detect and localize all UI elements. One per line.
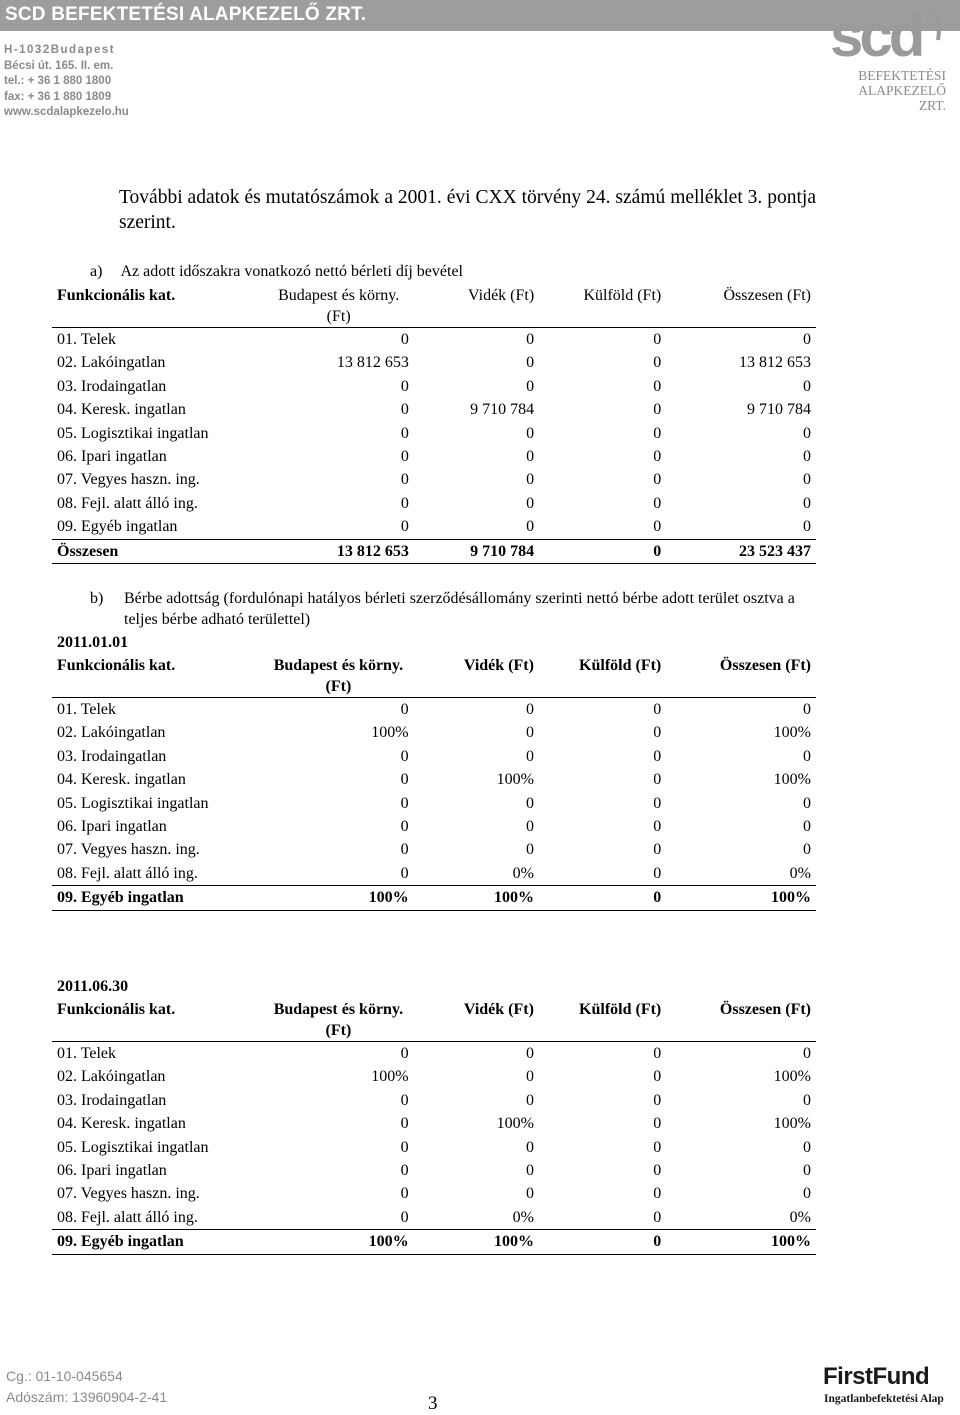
cell-category: 07. Vegyes haszn. ing. (57, 1185, 200, 1203)
cell-osszesen: 0 (803, 747, 811, 765)
cell-videk: 100% (496, 771, 534, 789)
firstfund-brand: FirstFund (823, 1363, 930, 1390)
cell-osszesen: 100% (773, 1068, 811, 1086)
cell-osszesen: 0 (803, 841, 811, 859)
column-header-budapest: Budapest és körny. (Ft) (273, 657, 404, 695)
table-row (52, 1112, 816, 1135)
cell-videk: 0 (409, 328, 534, 352)
table-total-row (52, 539, 816, 563)
table-date-1: 2011.01.01 (57, 634, 129, 651)
column-header-osszesen: Összesen (Ft) (723, 287, 811, 304)
cell-kulfold: 0 (653, 1208, 662, 1226)
section-a-label: a) (90, 263, 103, 280)
cell-videk: 0 (526, 424, 535, 442)
cell-videk: 0 (526, 377, 535, 395)
cell-videk: 0 (525, 1138, 534, 1156)
cell-budapest: 0 (400, 864, 409, 882)
total-budapest: 13 812 653 (228, 539, 408, 563)
total-budapest: 100% (228, 886, 408, 910)
cell-videk: 0 (526, 518, 535, 536)
table-row (52, 838, 816, 861)
intro-paragraph: További adatok és mutatószámok a 2001. évi CXX törvény 24. számú melléklet 3. pontja szerint. (119, 187, 816, 233)
cell-kulfold: 0 (534, 1042, 661, 1066)
column-header-kulfold: Külföld (Ft) (579, 657, 662, 674)
cell-budapest: 100% (371, 724, 409, 742)
cell-osszesen: 0 (803, 377, 811, 395)
column-header-videk: Vidék (Ft) (468, 287, 535, 304)
table-header-row (52, 999, 816, 1042)
cell-osszesen: 9 710 784 (747, 401, 811, 419)
cell-osszesen: 0 (661, 328, 816, 352)
cell-category: 01. Telek (52, 328, 228, 352)
section-b-label: b) (90, 590, 104, 607)
cell-videk: 0 (526, 471, 535, 489)
firstfund-logo (823, 1363, 958, 1411)
cell-budapest: 0 (400, 771, 409, 789)
cell-osszesen: 0 (803, 518, 811, 536)
cell-osszesen: 0 (803, 817, 811, 835)
cell-videk: 0% (512, 864, 534, 882)
cell-kulfold: 0 (534, 328, 661, 352)
total-budapest: 100% (228, 1230, 408, 1254)
firstfund-subtitle: Ingatlanbefektetési Alap (824, 1393, 944, 1405)
rental-income-table (52, 285, 816, 564)
cell-osszesen: 0 (803, 447, 811, 465)
cell-videk: 0 (525, 1068, 534, 1086)
cell-budapest: 0 (400, 817, 409, 835)
cell-osszesen: 0 (661, 1042, 816, 1066)
cell-category: 08. Fejl. alatt álló ing. (57, 494, 198, 512)
cell-budapest: 0 (228, 698, 408, 722)
cell-videk: 0 (526, 354, 535, 372)
cell-osszesen: 100% (773, 1115, 811, 1133)
cell-osszesen: 0 (803, 794, 811, 812)
cell-videk: 0 (525, 747, 534, 765)
cell-kulfold: 0 (653, 401, 662, 419)
total-category: 09. Egyéb ingatlan (52, 886, 228, 910)
cell-kulfold: 0 (534, 698, 661, 722)
cell-category: 01. Telek (52, 1042, 228, 1066)
cell-videk: 0 (525, 1185, 534, 1203)
cell-osszesen: 0 (661, 698, 816, 722)
table-row (52, 1042, 816, 1066)
cell-budapest: 0 (400, 1115, 409, 1133)
cell-category: 06. Ipari ingatlan (57, 447, 167, 465)
table-row (52, 1159, 816, 1182)
column-header-budapest: Budapest és körny. (Ft) (278, 287, 400, 325)
logo-line2: ALAPKEZELŐ ZRT. (858, 83, 946, 113)
total-category: 09. Egyéb ingatlan (52, 1230, 228, 1254)
cell-budapest: 0 (400, 1161, 409, 1179)
table-row (52, 1182, 816, 1205)
cell-budapest: 0 (228, 1042, 408, 1066)
cell-budapest: 0 (400, 1208, 409, 1226)
table-row (52, 792, 816, 815)
cell-kulfold: 0 (653, 747, 662, 765)
cell-budapest: 0 (400, 401, 409, 419)
total-osszesen: 100% (661, 886, 816, 910)
cell-budapest: 0 (400, 747, 409, 765)
table-row (52, 721, 816, 744)
cell-budapest: 0 (400, 424, 409, 442)
cell-category: 03. Irodaingatlan (57, 747, 167, 765)
contact-phone: tel.: + 36 1 880 1800 (4, 75, 112, 87)
cell-budapest: 0 (400, 1185, 409, 1203)
table-row (52, 1136, 816, 1159)
cell-category: 06. Ipari ingatlan (57, 817, 167, 835)
cell-videk: 0 (409, 1042, 534, 1066)
table-row (52, 862, 816, 886)
cell-osszesen: 100% (773, 771, 811, 789)
tax-number: Adószám: 13960904-2-41 (6, 1389, 168, 1405)
table-row (52, 445, 816, 468)
table-row (52, 422, 816, 445)
cell-category: 03. Irodaingatlan (57, 377, 167, 395)
occupancy-table-2011-01-01 (52, 655, 816, 911)
column-header-category: Funkcionális kat. (57, 657, 176, 674)
cell-videk: 0 (525, 724, 534, 742)
cell-osszesen: 0% (789, 864, 811, 882)
section-b-heading (90, 588, 830, 630)
cell-kulfold: 0 (653, 841, 662, 859)
contact-fax: fax: + 36 1 880 1809 (4, 90, 112, 103)
table-date-2: 2011.06.30 (57, 978, 129, 995)
column-header-osszesen: Összesen (Ft) (719, 1001, 811, 1018)
cell-category: 04. Keresk. ingatlan (57, 771, 186, 789)
total-kulfold: 0 (534, 886, 661, 910)
section-a-heading (90, 263, 463, 281)
cell-kulfold: 0 (653, 724, 662, 742)
cell-kulfold: 0 (653, 1091, 662, 1109)
cell-budapest: 0 (400, 518, 409, 536)
cell-category: 03. Irodaingatlan (57, 1091, 167, 1109)
header-bar (0, 0, 960, 31)
cell-budapest: 13 812 653 (336, 354, 409, 372)
table-row (52, 515, 816, 539)
cell-category: 07. Vegyes haszn. ing. (57, 471, 200, 489)
contact-website: www.scdalapkezelo.hu (4, 106, 129, 118)
cell-budapest: 0 (400, 471, 409, 489)
table-row (52, 328, 816, 352)
cell-osszesen: 100% (773, 724, 811, 742)
cell-videk: 9 710 784 (470, 401, 535, 419)
cell-videk: 0 (525, 841, 534, 859)
cell-budapest: 0 (400, 494, 409, 512)
cell-osszesen: 13 812 653 (739, 354, 811, 372)
total-kulfold: 0 (534, 1230, 661, 1254)
column-header-videk: Vidék (Ft) (463, 657, 534, 674)
cell-kulfold: 0 (653, 447, 662, 465)
company-reg-number: Cg.: 01-10-045654 (6, 1368, 123, 1384)
table-row (52, 1065, 816, 1088)
cell-budapest: 0 (400, 1091, 409, 1109)
table-row (52, 768, 816, 791)
cell-videk: 0% (512, 1208, 534, 1226)
cell-osszesen: 0 (803, 1138, 811, 1156)
table-header-row (52, 285, 816, 328)
table-total-row (52, 886, 816, 910)
cell-budapest: 0 (400, 377, 409, 395)
table-row (52, 492, 816, 515)
occupancy-table-2011-06-30 (52, 999, 816, 1255)
cell-category: 08. Fejl. alatt álló ing. (57, 1208, 198, 1226)
cell-kulfold: 0 (653, 494, 662, 512)
cell-kulfold: 0 (653, 794, 662, 812)
cell-kulfold: 0 (653, 1161, 662, 1179)
cell-category: 02. Lakóingatlan (57, 1068, 166, 1086)
scd-logo (820, 0, 960, 113)
cell-kulfold: 0 (653, 1115, 662, 1133)
table-row (52, 351, 816, 374)
total-osszesen: 100% (661, 1230, 816, 1254)
cell-osszesen: 0 (803, 1185, 811, 1203)
column-header-videk: Vidék (Ft) (463, 1001, 534, 1018)
cell-osszesen: 0 (803, 1091, 811, 1109)
cell-category: 05. Logisztikai ingatlan (57, 1138, 209, 1156)
cell-category: 01. Telek (52, 698, 228, 722)
cell-budapest: 0 (400, 1138, 409, 1156)
page-number: 3 (428, 1393, 438, 1414)
cell-videk: 100% (496, 1115, 534, 1133)
total-category: Összesen (52, 539, 228, 563)
column-header-kulfold: Külföld (Ft) (579, 1001, 662, 1018)
table-row (52, 1089, 816, 1112)
cell-budapest: 0 (400, 794, 409, 812)
section-a-title: Az adott időszakra vonatkozó nettó bérleti díj bevétel (120, 263, 463, 280)
cell-category: 07. Vegyes haszn. ing. (57, 841, 200, 859)
total-videk: 100% (409, 1230, 534, 1254)
table-row (52, 745, 816, 768)
cell-category: 04. Keresk. ingatlan (57, 1115, 186, 1133)
cell-kulfold: 0 (653, 377, 662, 395)
cell-budapest: 0 (400, 841, 409, 859)
section-b-title: Bérbe adottság (fordulónapi hatályos bérleti szerződésállomány szerinti nettó bérbe adott terület osztva a teljes bérbe adható területtel) (124, 590, 795, 628)
cell-kulfold: 0 (653, 817, 662, 835)
cell-osszesen: 0 (803, 424, 811, 442)
contact-block (4, 43, 129, 121)
scd-logo-mark-icon (820, 0, 960, 70)
footer-registration (6, 1366, 167, 1408)
table-row (52, 1206, 816, 1230)
total-videk: 9 710 784 (409, 539, 534, 563)
column-header-category: Funkcionális kat. (57, 1001, 176, 1018)
company-title: SCD BEFEKTETÉSI ALAPKEZELŐ ZRT. (5, 4, 367, 25)
cell-kulfold: 0 (653, 354, 662, 372)
cell-kulfold: 0 (653, 471, 662, 489)
cell-kulfold: 0 (653, 864, 662, 882)
column-header-osszesen: Összesen (Ft) (719, 657, 811, 674)
table-row (52, 698, 816, 722)
logo-line1: BEFEKTETÉSI (858, 68, 946, 83)
cell-kulfold: 0 (653, 424, 662, 442)
cell-videk: 0 (526, 494, 535, 512)
table-row (52, 815, 816, 838)
cell-kulfold: 0 (653, 1185, 662, 1203)
cell-category: 05. Logisztikai ingatlan (57, 794, 209, 812)
cell-category: 02. Lakóingatlan (57, 354, 166, 372)
column-header-budapest: Budapest és körny. (Ft) (273, 1001, 404, 1039)
total-kulfold: 0 (534, 539, 661, 563)
contact-street-line: Bécsi út. 165. II. em. (4, 59, 114, 72)
cell-budapest: 100% (371, 1068, 409, 1086)
cell-videk: 0 (525, 794, 534, 812)
cell-category: 08. Fejl. alatt álló ing. (57, 864, 198, 882)
contact-address-line: H-1032Budapest (4, 44, 116, 56)
table-row (52, 468, 816, 491)
total-videk: 100% (409, 886, 534, 910)
cell-osszesen: 0 (803, 1161, 811, 1179)
cell-category: 09. Egyéb ingatlan (57, 518, 178, 536)
cell-budapest: 0 (228, 328, 408, 352)
total-osszesen: 23 523 437 (661, 539, 816, 563)
cell-category: 04. Keresk. ingatlan (57, 401, 186, 419)
table-row (52, 398, 816, 421)
cell-category: 02. Lakóingatlan (57, 724, 166, 742)
cell-kulfold: 0 (653, 1068, 662, 1086)
cell-category: 05. Logisztikai ingatlan (57, 424, 209, 442)
table-total-row (52, 1230, 816, 1254)
cell-videk: 0 (525, 1161, 534, 1179)
column-header-kulfold: Külföld (Ft) (583, 287, 662, 304)
table-header-row (52, 655, 816, 698)
cell-videk: 0 (409, 698, 534, 722)
cell-videk: 0 (526, 447, 535, 465)
cell-osszesen: 0 (803, 471, 811, 489)
cell-osszesen: 0% (789, 1208, 811, 1226)
table-row (52, 375, 816, 398)
cell-videk: 0 (525, 1091, 534, 1109)
cell-budapest: 0 (400, 447, 409, 465)
cell-kulfold: 0 (653, 771, 662, 789)
cell-kulfold: 0 (653, 1138, 662, 1156)
cell-kulfold: 0 (653, 518, 662, 536)
cell-osszesen: 0 (803, 494, 811, 512)
column-header-category: Funkcionális kat. (57, 287, 176, 304)
cell-videk: 0 (525, 817, 534, 835)
cell-category: 06. Ipari ingatlan (57, 1161, 167, 1179)
logo-subtitle (828, 68, 946, 113)
svg-text:scd: scd (830, 2, 922, 69)
